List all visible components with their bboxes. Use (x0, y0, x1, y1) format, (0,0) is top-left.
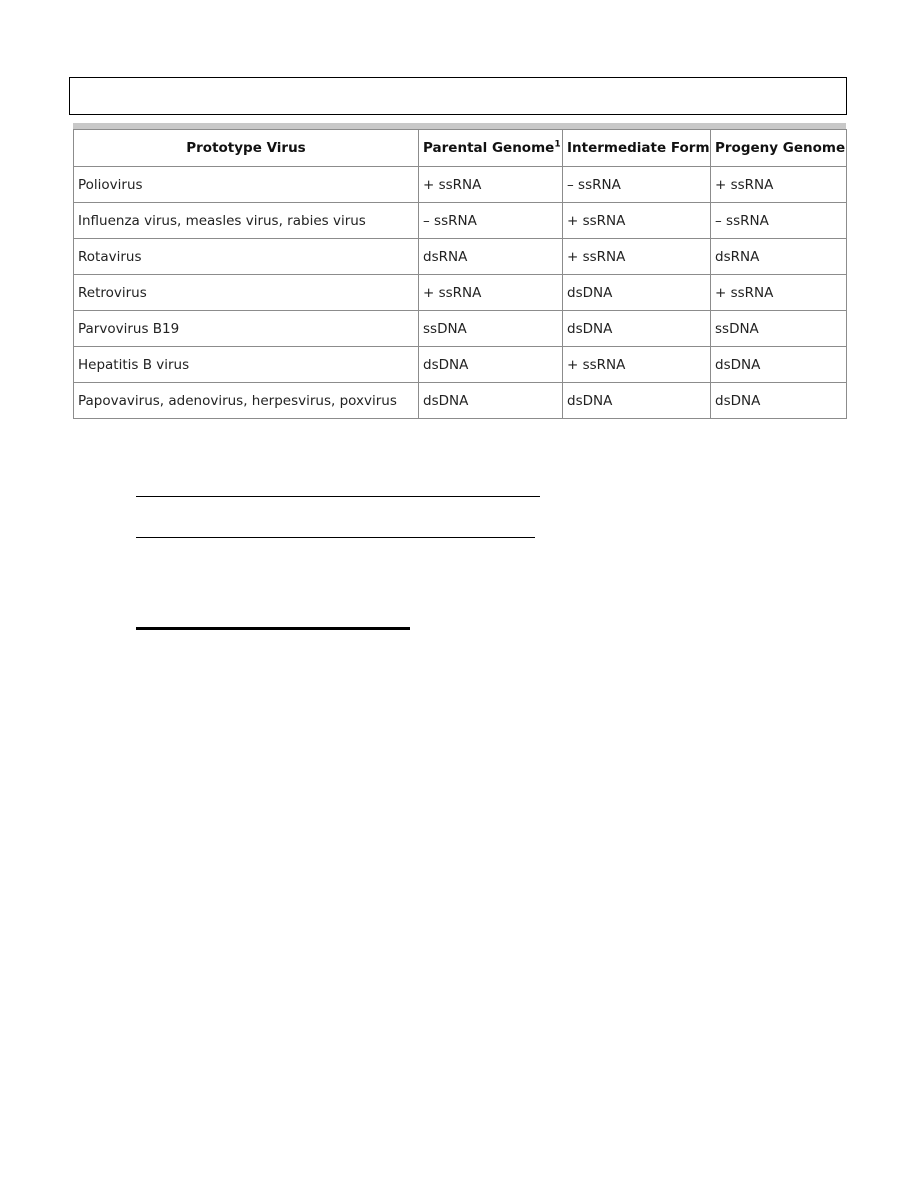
cell-parental: dsDNA (419, 347, 563, 383)
cell-intermediate: dsDNA (563, 383, 711, 419)
cell-parental: dsRNA (419, 239, 563, 275)
header-parental-genome (419, 130, 563, 167)
genome-replication-table (73, 129, 847, 419)
cell-intermediate: – ssRNA (563, 167, 711, 203)
table-row (74, 239, 847, 275)
cell-intermediate: + ssRNA (563, 239, 711, 275)
blank-underline-1 (136, 496, 540, 497)
cell-progeny: + ssRNA (711, 275, 847, 311)
cell-virus: Retrovirus (74, 275, 419, 311)
table-row (74, 311, 847, 347)
header-intermediate-form: Intermediate Form (563, 130, 711, 167)
table-header-row (74, 130, 847, 167)
footnote-marker: 1 (554, 139, 561, 150)
cell-parental: ssDNA (419, 311, 563, 347)
header-prototype-virus: Prototype Virus (74, 130, 419, 167)
cell-parental: + ssRNA (419, 167, 563, 203)
table-row (74, 347, 847, 383)
cell-virus: Poliovirus (74, 167, 419, 203)
table-row (74, 203, 847, 239)
cell-progeny: dsDNA (711, 383, 847, 419)
table-row (74, 167, 847, 203)
table-row (74, 275, 847, 311)
cell-intermediate: dsDNA (563, 311, 711, 347)
blank-underline-heading (136, 627, 410, 630)
cell-intermediate: dsDNA (563, 275, 711, 311)
cell-progeny: dsDNA (711, 347, 847, 383)
empty-title-box (69, 77, 847, 115)
header-parental-genome-label: Parental Genome (423, 140, 555, 156)
cell-virus: Parvovirus B19 (74, 311, 419, 347)
cell-intermediate: + ssRNA (563, 203, 711, 239)
table-row (74, 383, 847, 419)
cell-progeny: + ssRNA (711, 167, 847, 203)
blank-underline-2 (136, 537, 535, 538)
cell-parental: – ssRNA (419, 203, 563, 239)
cell-parental: + ssRNA (419, 275, 563, 311)
genome-table-container (73, 123, 846, 419)
cell-progeny: ssDNA (711, 311, 847, 347)
cell-virus: Influenza virus, measles virus, rabies virus (74, 203, 419, 239)
cell-virus: Papovavirus, adenovirus, herpesvirus, poxvirus (74, 383, 419, 419)
cell-virus: Rotavirus (74, 239, 419, 275)
cell-progeny: dsRNA (711, 239, 847, 275)
cell-intermediate: + ssRNA (563, 347, 711, 383)
cell-virus: Hepatitis B virus (74, 347, 419, 383)
header-progeny-genome: Progeny Genome (711, 130, 847, 167)
cell-parental: dsDNA (419, 383, 563, 419)
cell-progeny: – ssRNA (711, 203, 847, 239)
